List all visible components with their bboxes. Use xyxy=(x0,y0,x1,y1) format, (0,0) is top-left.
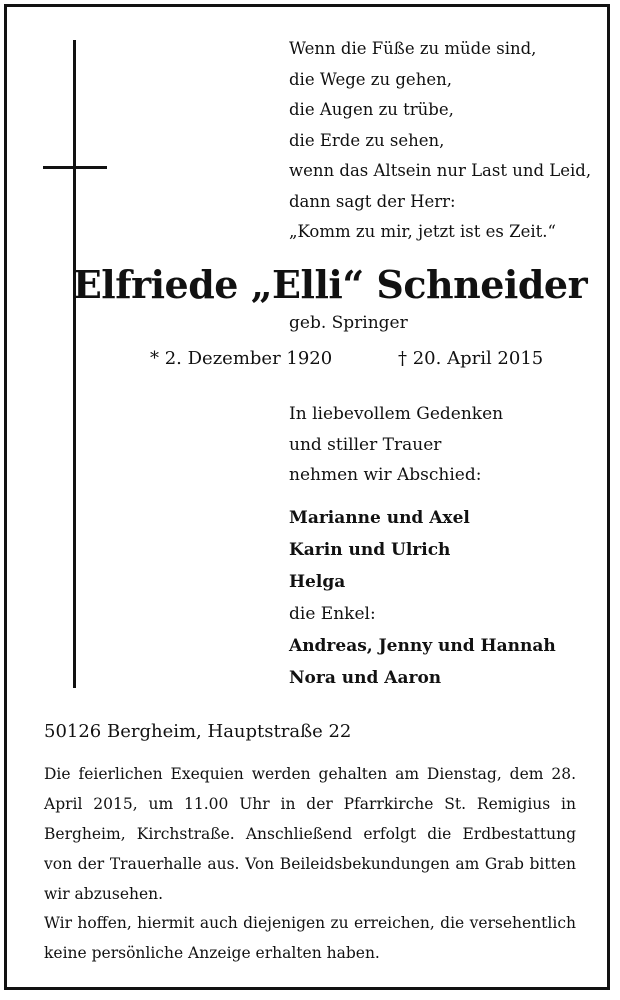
deceased-name: Elfriede „Elli“ Schneider xyxy=(72,262,588,307)
cross-horizontal-bar xyxy=(43,166,107,169)
poem-line: die Erde zu sehen, xyxy=(289,130,445,150)
intro-line: In liebevollem Gedenken xyxy=(289,404,504,424)
poem-line: die Wege zu gehen, xyxy=(289,69,452,89)
birth-date: * 2. Dezember 1920 xyxy=(150,348,333,369)
poem xyxy=(289,34,592,248)
born-name: geb. Springer xyxy=(289,313,408,333)
mourner-name: Nora und Aaron xyxy=(289,668,442,688)
intro-line: und stiller Trauer xyxy=(289,434,442,455)
mourner-name: Marianne und Axel xyxy=(289,508,470,528)
poem-line: Wenn die Füße zu müde sind, xyxy=(289,39,537,58)
intro-line: nehmen wir Abschied: xyxy=(289,465,482,485)
death-date: † 20. April 2015 xyxy=(398,348,544,369)
poem-line: wenn das Altsein nur Last und Leid, xyxy=(289,161,592,180)
poem-line: dann sagt der Herr: xyxy=(289,191,456,211)
address: 50126 Bergheim, Hauptstraße 22 xyxy=(44,721,352,742)
poem-line: die Augen zu trübe, xyxy=(289,100,454,119)
mourning-intro xyxy=(289,399,503,491)
cross-vertical-bar xyxy=(73,40,76,688)
mourners-list xyxy=(289,502,556,694)
mourner-name: Andreas, Jenny und Hannah xyxy=(289,636,556,656)
mourner-name: Karin und Ulrich xyxy=(289,540,451,560)
service-details: Die feierlichen Exequien werden gehalten am Dienstag, dem 28. April 2015, um 11.00 Uhr in der Pfarrkirche St. Remigius in Bergheim, Kirchstraße. Anschließend erfolgt die Erdbestattung von der Trauerhalle aus. Von Beileidsbekundungen am Grab bitten wir abzusehen. xyxy=(44,765,576,903)
closing-note: Wir hoffen, hiermit auch diejenigen zu erreichen, die versehentlich keine persönliche Anzeige erhalten haben. xyxy=(44,914,576,962)
mourner-group-label: die Enkel: xyxy=(289,604,376,624)
mourner-name: Helga xyxy=(289,572,346,592)
poem-line: „Komm zu mir, jetzt ist es Zeit.“ xyxy=(289,222,556,241)
